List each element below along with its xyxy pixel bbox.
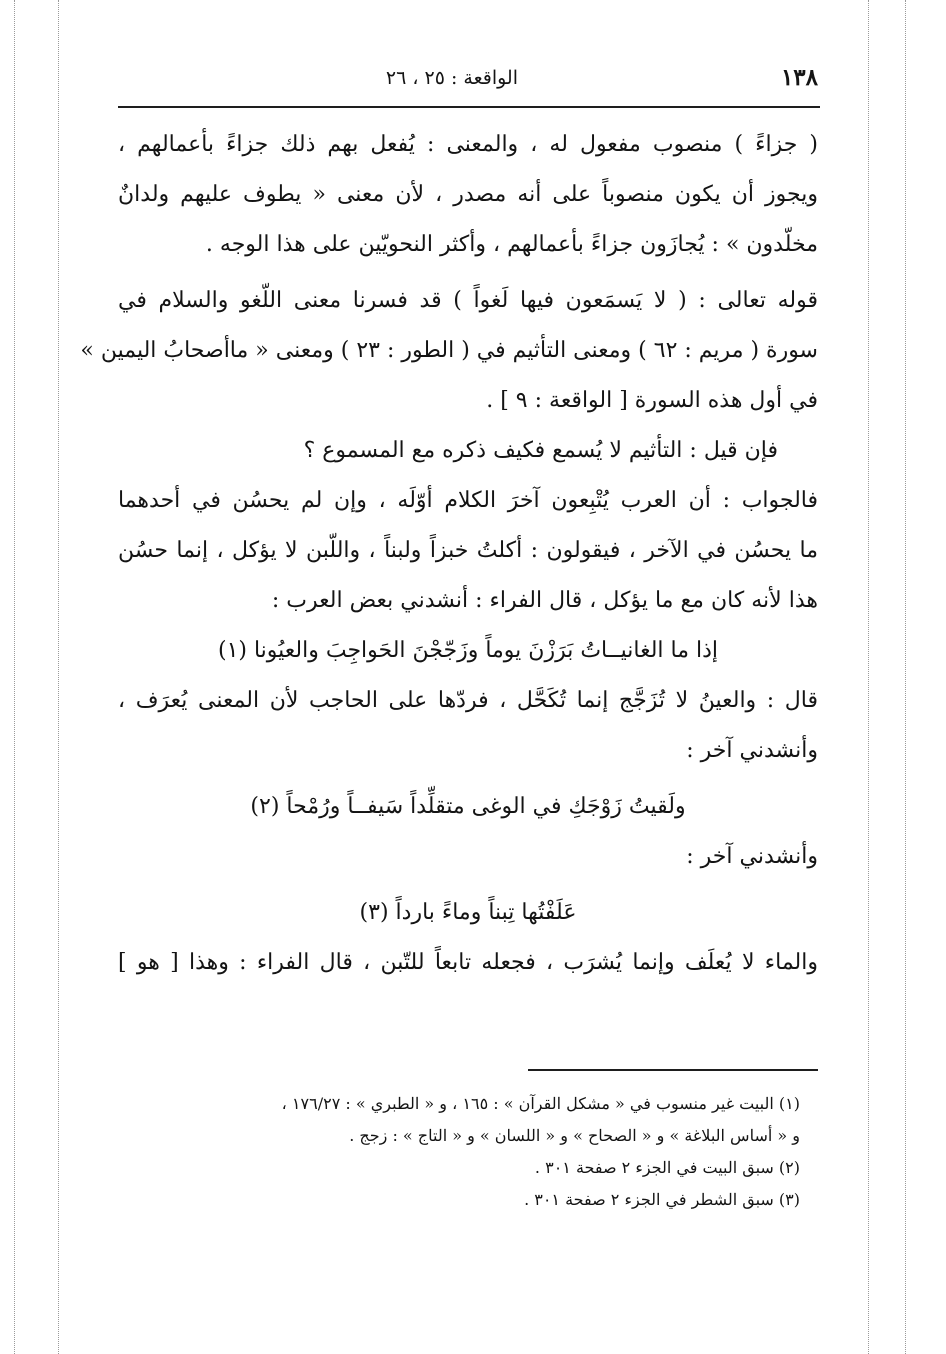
text-line: وأنشدني آخر : xyxy=(686,738,818,763)
text-line: قال : والعينُ لا تُزَجَّج إنما تُكَحَّل ، فردّها على الحاجب لأن المعنى يُعرَف ، xyxy=(118,688,818,713)
text-line: والماء لا يُعلَف وإنما يُشرَب ، فجعله تابعاً للتّبن ، قال الفراء : وهذا [ هو ] xyxy=(118,950,818,975)
text-line: ( جزاءً ) منصوب مفعول له ، والمعنى : يُفعل بهم ذلك جزاءً بأعمالهم ، xyxy=(118,132,818,157)
footnote-line: (٢) سبق البيت في الجزء ٢ صفحة ٣٠١ . xyxy=(534,1158,800,1177)
text-line: فالجواب : أن العرب يُتْبِعون آخرَ الكلام أوّلَه ، وإن لم يحسُن في أحدهما xyxy=(118,488,818,513)
text-line: ما يحسُن في الآخر ، فيقولون : أكلتُ خبزاً ولبناً ، واللّبن لا يؤكل ، إنما حسُن xyxy=(118,538,818,563)
header-rule xyxy=(118,106,820,108)
footnote-line: (١) البيت غير منسوب في « مشكل القرآن » : ١٦٥ ، و « الطبري » : ١٧٦/٢٧ ، xyxy=(281,1094,800,1113)
text-line: هذا لأنه كان مع ما يؤكل ، قال الفراء : أنشدني بعض العرب : xyxy=(271,588,818,613)
main-text xyxy=(80,120,818,988)
scan-edge-dots-right-inner xyxy=(868,0,869,1354)
text-line: فإن قيل : التأثيم لا يُسمع فكيف ذكره مع المسموع ؟ xyxy=(303,438,778,463)
running-title: الواقعة : ٢٥ ، ٢٦ xyxy=(385,67,518,89)
text-line: في أول هذه السورة [ الواقعة : ٩ ] . xyxy=(486,388,818,413)
scan-edge-dots-left-inner xyxy=(58,0,59,1354)
footnote-rule xyxy=(528,1069,818,1071)
text-line: مخلّدون » : يُجازَون جزاءً بأعمالهم ، وأكثر النحويّين على هذا الوجه . xyxy=(205,232,818,257)
verse-line: ولَقيتُ زَوْجَكِ في الوغى متقلِّداً سَيفــاً ورُمْحاً (٢) xyxy=(250,794,686,819)
scan-edge-dots-right xyxy=(905,0,906,1354)
page-header xyxy=(118,62,818,98)
verse-line: إذا ما الغانيــاتُ بَرَزْنَ يوماً وزَجّجْنَ الحَواجِبَ والعيُونا (١) xyxy=(217,638,719,663)
scan-edge-dots-left xyxy=(14,0,15,1354)
text-line: سورة ( مريم : ٦٢ ) ومعنى التأثيم في ( الطور : ٢٣ ) ومعنى « ماأصحابُ اليمين » xyxy=(80,338,818,363)
footnote-line: (٣) سبق الشطر في الجزء ٢ صفحة ٣٠١ . xyxy=(524,1190,800,1209)
text-line: قوله تعالى : ( لا يَسمَعون فيها لَغواً ) قد فسرنا معنى اللّغو والسلام في xyxy=(118,288,818,313)
text-line: وأنشدني آخر : xyxy=(686,844,818,869)
footnote-line: و « أساس البلاغة » و « الصحاح » و « اللسان » و « التاج » : زجج . xyxy=(349,1126,800,1145)
footnotes xyxy=(100,1088,800,1216)
verse-line: عَلَفْتُها تِبناً وماءً بارداً (٣) xyxy=(359,900,577,925)
page-number: ١٣٨ xyxy=(780,64,818,91)
text-line: ويجوز أن يكون منصوباً على أنه مصدر ، لأن معنى « يطوف عليهم ولدانٌ xyxy=(118,182,818,207)
